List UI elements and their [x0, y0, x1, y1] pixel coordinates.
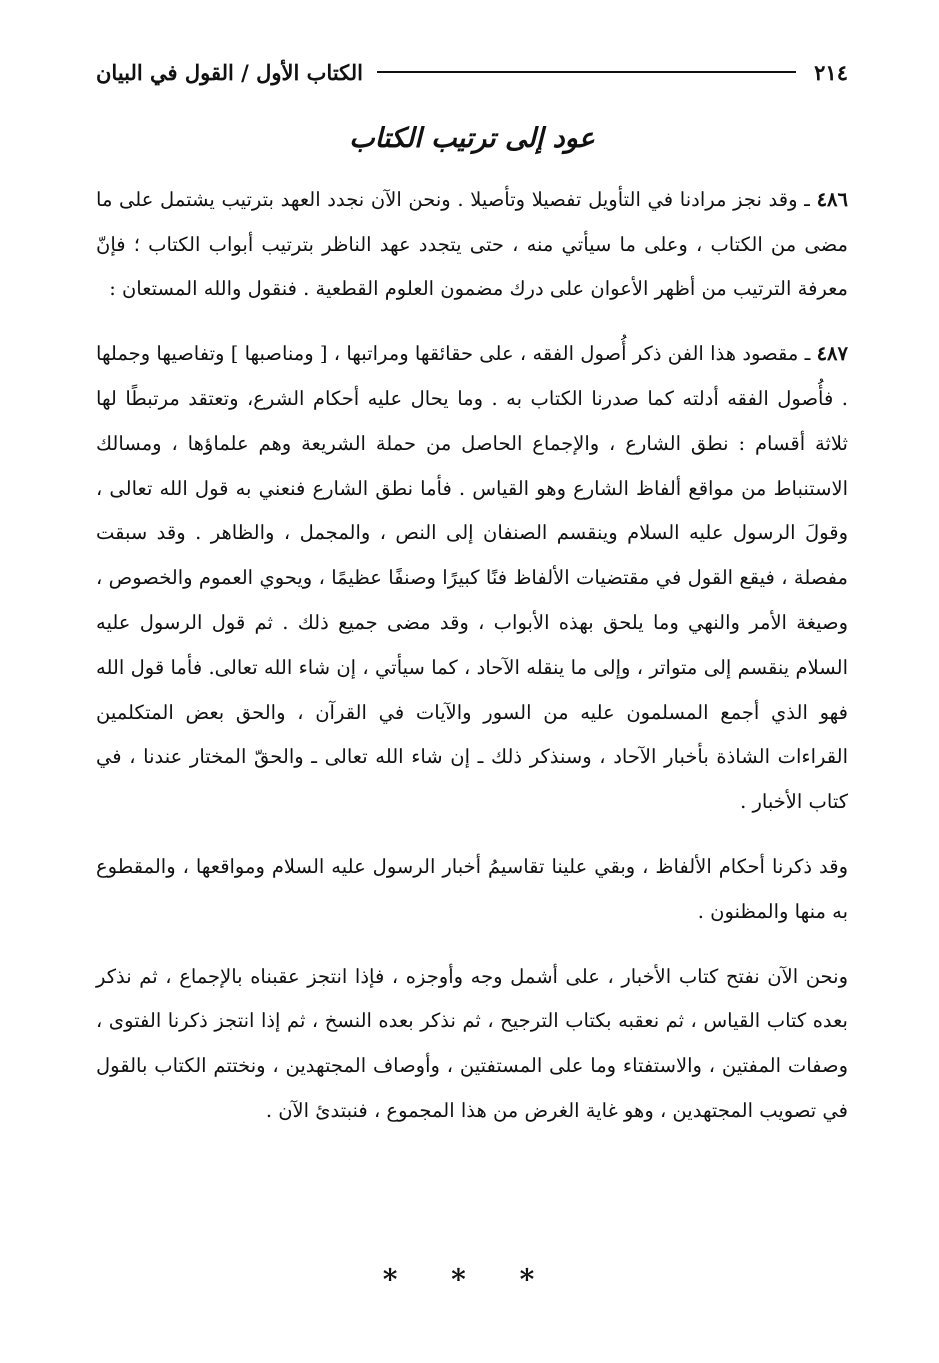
- paragraph-plan: [96, 955, 848, 1134]
- running-header: [96, 50, 848, 94]
- document-page: [96, 50, 848, 1154]
- section-title: عود إلى ترتيب الكتاب: [349, 123, 595, 154]
- page-number: ٢١٤: [814, 59, 848, 85]
- header-rule: [377, 71, 796, 73]
- paragraph-text: ـ مقصود هذا الفن ذكر أُصول الفقه ، على حقائقها ومراتبها ، [ ومناصبها ] وتفاصيها وجملها . فأُصول الفقه أدلته كما صدرنا الكتاب به . وما يحال عليه أحكام الشرع، وتعتقد مرتبطًا لها ثلاثة أقسام : نطق الشارع ، والإجماع الحاصل من حملة الشريعة وهم علماؤها ، ومسالك الاستنباط من مواقع ألفاظ الشارع وهو القياس . فأما نطق الشارع فنعني به قول الله تعالى ، وقولَ الرسول عليه السلام وينقسم الصنفان إلى النص ، والمجمل ، والظاهر . وقد سبقت مفصلة ، فيقع القول في مقتضيات الألفاظ فنًا كبيرًا وصنفًا عظيمًا ، ويحوي العموم والخصوص ، وصيغة الأمر والنهي وما يلحق بهذه الأبواب ، وقد مضى جميع ذلك . ثم قول الرسول عليه السلام ينقسم إلى متواتر ، وإلى ما ينقله الآحاد ، كما سيأتي ، إن شاء الله تعالى. فأما قول الله فهو الذي أجمع المسلمون عليه من السور والآيات في القرآن ، والحق بعض المتكلمين القراءات الشاذة بأخبار الآحاد ، وسنذكر ذلك ـ إن شاء الله تعالى ـ والحقّ المختار عندنا ، في كتاب الأخبار .: [96, 342, 848, 814]
- section-separator: * * *: [382, 1263, 557, 1296]
- running-header-title: الكتاب الأول / القول في البيان: [96, 59, 364, 85]
- paragraph-487: [96, 332, 848, 825]
- paragraph-text: وقد ذكرنا أحكام الألفاظ ، وبقي علينا تقاسيمُ أخبار الرسول عليه السلام ومواقعها ، والمقطوع به منها والمظنون .: [96, 854, 848, 923]
- paragraph-text: ونحن الآن نفتح كتاب الأخبار ، على أشمل وجه وأوجزه ، فإذا انتجز عقبناه بالإجماع ، ثم نذكر بعده كتاب القياس ، ثم نعقبه بكتاب الترجيح ، ثم نذكر بعده النسخ ، ثم إذا انتجز ذكرنا الفتوى ، وصفات المفتين ، والاستفتاء وما على المستفتين ، وأوصاف المجتهدين ، ونختتم الكتاب بالقول في تصويب المجتهدين ، وهو غاية الغرض من هذا المجموع ، فنبتدئ الآن .: [96, 964, 848, 1122]
- paragraph-news-intro: [96, 845, 848, 935]
- paragraph-number: ٤٨٧: [816, 342, 848, 366]
- paragraph-486: [96, 178, 848, 312]
- paragraph-text: ـ وقد نجز مرادنا في التأويل تفصيلا وتأصيلا . ونحن الآن نجدد العهد بترتيب يشتمل على ما مضى من الكتاب ، وعلى ما سيأتي منه ، حتى يتجدد عهد الناظر بترتيب أبواب الكتاب ؛ فإنّ معرفة الترتيب من أظهر الأعوان على درك مضمون العلوم القطعية . فنقول والله المستعان :: [96, 187, 848, 301]
- paragraph-number: ٤٨٦: [816, 187, 848, 211]
